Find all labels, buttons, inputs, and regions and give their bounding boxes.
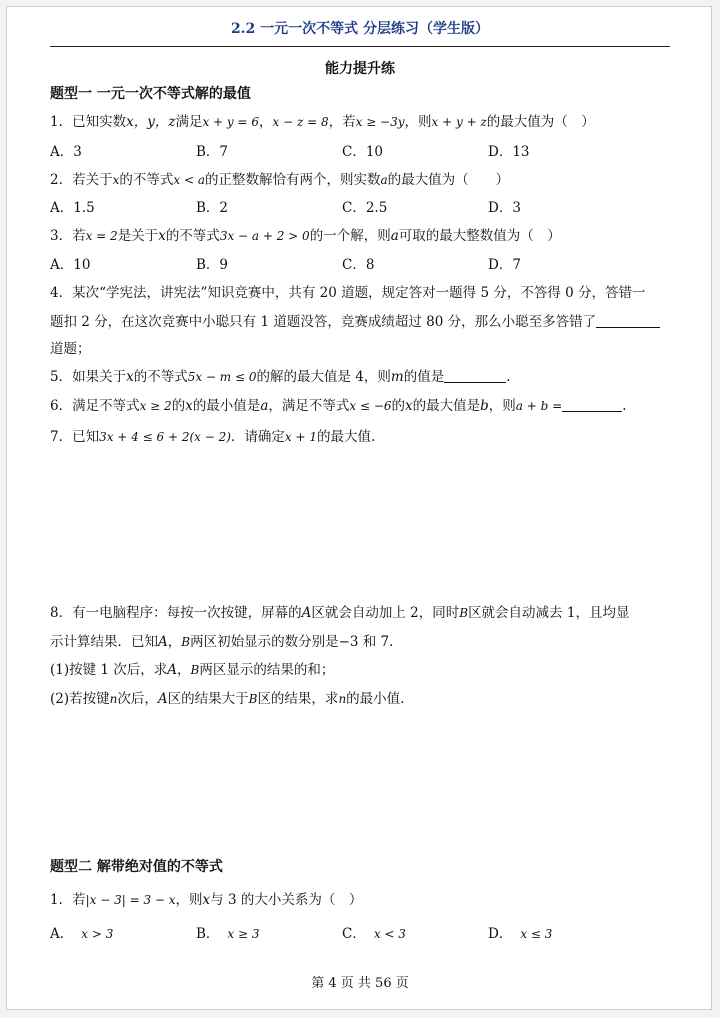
qb1-option-a xyxy=(50,924,113,944)
q8-text: ， xyxy=(167,634,182,650)
q5-text: 5．如果关于 xyxy=(50,369,127,385)
q2-option-d: D．3 xyxy=(488,200,521,216)
qb1-option-math: x ≤ 3 xyxy=(520,927,553,941)
question-4-line-3: 道题； xyxy=(50,341,91,357)
q8-var-b: B xyxy=(181,635,191,649)
qb1-option-math: x > 3 xyxy=(81,927,114,941)
q8-var-b: B xyxy=(190,663,200,677)
q8-text: 次后， xyxy=(117,691,158,707)
question-4-line-1: 4．某次“学宪法，讲宪法”知识竞赛中，共有 20 道题，规定答对一题得 5 分，不答得 0 分，答错一 xyxy=(50,285,646,301)
q8-text: 的最小值. xyxy=(346,691,405,707)
q2-var2: a xyxy=(380,173,388,187)
q1-cond: x ≥ −3y xyxy=(355,115,405,129)
q1-option-d: D．13 xyxy=(488,144,530,160)
q1-text: 1．已知实数 xyxy=(50,114,127,130)
question-1 xyxy=(50,112,672,132)
q2-text: 的不等式 xyxy=(119,172,174,188)
q3-option-a: A．10 xyxy=(50,257,91,273)
q2-var: x xyxy=(112,173,120,187)
q3-text: 的一个解，则 xyxy=(309,228,391,244)
q1-option-c: C．10 xyxy=(342,144,384,160)
q5-var2: m xyxy=(390,369,404,385)
type1-heading: 题型一 一元一次不等式解的最值 xyxy=(50,86,251,102)
qb1-option-math: x < 3 xyxy=(373,927,406,941)
q8-var-n: n xyxy=(109,692,118,706)
qb1-option-label: D． xyxy=(488,926,513,942)
q2-text: 的最大值为（ ） xyxy=(387,172,510,188)
q8-var-a: A xyxy=(158,634,168,650)
question-8-line-1 xyxy=(50,603,672,623)
q8-text: (2)若按键 xyxy=(50,691,110,707)
q6-expr: a + b = xyxy=(515,399,563,413)
q5-text: . xyxy=(506,369,511,385)
q3-text: 的不等式 xyxy=(165,228,220,244)
q6-ineq2: x ≤ −6 xyxy=(349,399,392,413)
q1-option-a: A．3 xyxy=(50,144,82,160)
q8-text: 区的结果，求 xyxy=(257,691,339,707)
q1-vars: x，y，z xyxy=(126,114,176,130)
q6-answer-blank[interactable] xyxy=(562,397,622,412)
q7-text: 的最大值. xyxy=(317,429,376,445)
question-3 xyxy=(50,226,672,246)
q4-text: 题扣 2 分，在这次竞赛中小聪只有 1 道题没答，竞赛成绩超过 80 分，那么小聪至多答错了 xyxy=(50,314,597,330)
q2-ineq: x < a xyxy=(173,173,205,187)
q1-sep: ， xyxy=(259,114,273,130)
q1-text: 的最大值为（ ） xyxy=(486,114,595,130)
q2-text: 2．若关于 xyxy=(50,172,113,188)
q6-text: 的 xyxy=(171,398,186,414)
q3-option-b: B．9 xyxy=(196,257,229,273)
q7-text: ．请确定 xyxy=(230,429,285,445)
qb1-option-b xyxy=(196,924,260,944)
qb1-option-label: B． xyxy=(196,926,220,942)
q8-var-a: A xyxy=(301,605,312,621)
q6-var-b: b xyxy=(480,398,489,414)
q8-var-a: A xyxy=(157,691,168,707)
q1-text: ，则 xyxy=(404,114,432,130)
q8-text: 两区初始显示的数分别是−3 和 7. xyxy=(190,634,394,650)
q6-text: . xyxy=(622,398,627,414)
section-title: 能力提升练 xyxy=(325,61,395,77)
question-b1 xyxy=(50,890,672,910)
q3-ineq: 3x − a + 2 > 0 xyxy=(219,229,310,243)
q1-text: ，若 xyxy=(328,114,356,130)
q8-text: 区就会自动减去 1，且均显 xyxy=(468,605,630,621)
q3-cond: x = 2 xyxy=(85,229,118,243)
question-5 xyxy=(50,367,672,387)
q7-expr: x + 1 xyxy=(284,430,317,444)
q3-option-d: D．7 xyxy=(488,257,521,273)
q6-ineq1: x ≥ 2 xyxy=(139,399,172,413)
q6-var-x: x xyxy=(405,398,413,414)
q8-text: 区就会自动加上 2，同时 xyxy=(311,605,460,621)
page-footer: 第 4 页 共 56 页 xyxy=(311,976,409,991)
q5-text: 的解的最大值是 4，则 xyxy=(256,369,391,385)
q3-var2: a xyxy=(390,228,399,244)
qb1-option-math: x ≥ 3 xyxy=(227,927,260,941)
q8-text: ， xyxy=(177,662,191,678)
q6-var: x xyxy=(185,398,193,414)
q1-eq2: x − z = 8 xyxy=(272,115,329,129)
q1-eq1: x + y = 6 xyxy=(202,115,260,129)
q3-text: 可取的最大整数值为（ ） xyxy=(398,228,561,244)
question-8-part-1 xyxy=(50,660,672,680)
q6-text: ，满足不等式 xyxy=(268,398,350,414)
q5-answer-blank[interactable] xyxy=(444,368,506,383)
q8-text: 示计算结果．已知 xyxy=(50,634,158,650)
q5-ineq: 5x − m ≤ 0 xyxy=(187,370,257,384)
q8-text: 8．有一电脑程序：每按一次按键，屏幕的 xyxy=(50,605,302,621)
document-header-title: 2.2 一元一次不等式 分层练习（学生版） xyxy=(230,21,490,37)
qb1-eq: |x − 3| = 3 − x xyxy=(85,893,176,907)
q2-option-c: C．2.5 xyxy=(342,200,388,216)
q8-text: 两区显示的结果的和； xyxy=(199,662,335,678)
q1-text: 满足 xyxy=(175,114,203,130)
q1-option-b: B．7 xyxy=(196,144,229,160)
q8-var-b: B xyxy=(459,606,469,620)
q3-option-c: C．8 xyxy=(342,257,375,273)
q7-text: 7．已知 xyxy=(50,429,100,445)
type2-heading: 题型二 解带绝对值的不等式 xyxy=(50,859,223,875)
qb1-var: x xyxy=(202,892,211,908)
q6-text: 的 xyxy=(391,398,406,414)
q6-text: ，则 xyxy=(488,398,516,414)
question-7 xyxy=(50,427,672,447)
q8-var-n: n xyxy=(338,692,347,706)
q8-text: 区的结果大于 xyxy=(167,691,249,707)
qb1-option-c xyxy=(342,924,406,944)
q4-answer-blank[interactable] xyxy=(596,313,660,328)
q6-text: 6．满足不等式 xyxy=(50,398,140,414)
qb1-text: 与 3 的大小关系为（ ） xyxy=(210,892,363,908)
q2-option-b: B．2 xyxy=(196,200,229,216)
qb1-text: ，则 xyxy=(175,892,203,908)
qb1-option-label: A． xyxy=(50,926,74,942)
q8-var-a: A xyxy=(167,662,178,678)
question-4-line-2 xyxy=(50,312,672,332)
qb1-option-d xyxy=(488,924,552,944)
q6-text: 的最小值是 xyxy=(192,398,261,414)
q7-ineq: 3x + 4 ≤ 6 + 2(x − 2) xyxy=(99,430,231,444)
q2-option-a: A．1.5 xyxy=(50,200,95,216)
q2-text: 的正整数解恰有两个，则实数 xyxy=(204,172,381,188)
q5-var: x xyxy=(126,369,134,385)
qb1-option-label: C． xyxy=(342,926,366,942)
q5-text: 的不等式 xyxy=(133,369,188,385)
header-divider xyxy=(50,46,670,47)
q3-var: x xyxy=(158,228,166,244)
q3-text: 3．若 xyxy=(50,228,86,244)
question-8-line-2 xyxy=(50,632,672,652)
question-6 xyxy=(50,396,672,416)
q5-text: 的值是 xyxy=(403,369,445,385)
q6-var-a: a xyxy=(260,398,269,414)
q8-text: (1)按键 1 次后，求 xyxy=(50,662,168,678)
q6-text: 的最大值是 xyxy=(412,398,481,414)
question-8-part-2 xyxy=(50,689,672,709)
q8-var-b: B xyxy=(248,692,258,706)
question-2 xyxy=(50,170,672,190)
q1-expr: x + y + z xyxy=(431,115,487,129)
qb1-text: 1．若 xyxy=(50,892,86,908)
q3-text: 是关于 xyxy=(117,228,159,244)
